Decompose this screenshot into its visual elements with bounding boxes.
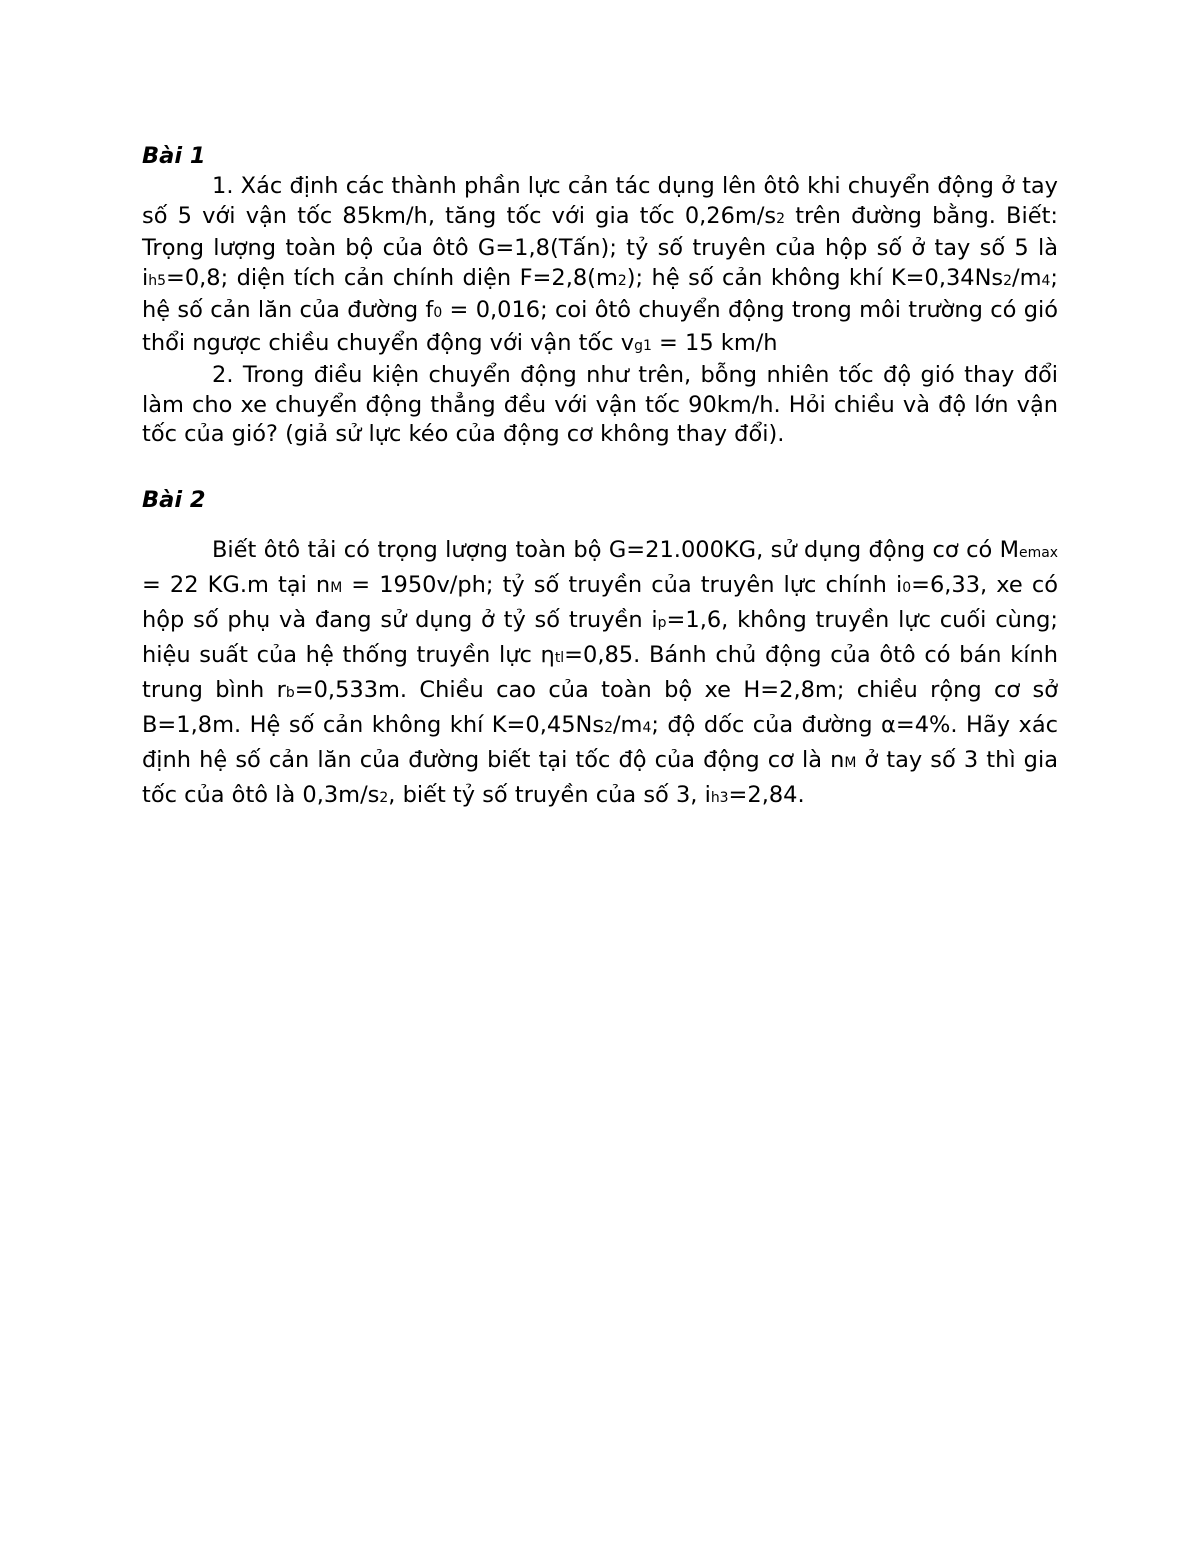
subscript: 0 <box>433 305 443 321</box>
problem-1 <box>142 140 1058 450</box>
problem-1-part-2: 2. Trong điều kiện chuyển động như trên, bỗng nhiên tốc độ gió thay đổi làm cho xe chuyển động thẳng đều với vận tốc 90km/h. Hỏi chiều và độ lớn vận tốc của gió? (giả sử lực kéo của động cơ không thay đổi). <box>142 362 1058 447</box>
text-run: =2,84. <box>728 781 805 808</box>
text-run: ; hệ số cản lăn của đường f <box>142 264 1058 323</box>
subscript: h5 <box>148 272 166 289</box>
text-run: =6,33, xe có hộp số phụ và đang sử dụng ở tỷ số truyền i <box>142 571 1058 633</box>
subscript: p <box>657 614 667 631</box>
text-run: /m <box>612 711 643 738</box>
subscript: 4 <box>1041 272 1051 289</box>
spacer <box>142 450 1058 484</box>
text-run: =1,6, không truyền lực cuối cùng; hiệu suất của hệ thống truyền lực η <box>142 606 1058 668</box>
text-run: =0,533m. Chiều cao của toàn bộ xe H=2,8m; chiều rộng cơ sở B=1,8m. Hệ số cản không khí K=0,45Ns <box>142 676 1058 738</box>
subscript: h3 <box>710 789 729 806</box>
subscript: M <box>844 754 857 771</box>
text-run: 1. Xác định các thành phần lực cản tác dụng lên ôtô khi chuyển động ở tay số 5 với vận tốc 85km/h, tăng tốc với gia tốc 0,26m/s <box>142 173 1058 229</box>
subscript: 2 <box>617 272 627 289</box>
subscript: M <box>330 579 343 596</box>
problem-2-body <box>142 534 1058 814</box>
subscript: 4 <box>642 719 652 736</box>
text-run: , biết tỷ số truyền của số 3, i <box>388 781 711 808</box>
subscript: 2 <box>379 789 389 806</box>
subscript: tl <box>554 649 565 666</box>
subscript: 2 <box>604 719 613 736</box>
problem-1-heading: Bài 1 <box>142 143 206 169</box>
subscript: g1 <box>634 337 652 354</box>
text-run: = 22 KG.m tại n <box>142 571 331 598</box>
text-run: /m <box>1012 264 1042 291</box>
text-run: Biết ôtô tải có trọng lượng toàn bộ G=21.000KG, sử dụng động cơ có M <box>212 536 1020 563</box>
document-content <box>142 140 1058 814</box>
problem-2 <box>142 484 1058 814</box>
subscript: 2 <box>776 210 786 227</box>
subscript: 0 <box>902 579 912 596</box>
text-run: trên đường bằng. Biết: Trọng lượng toàn bộ của ôtô G=1,8(Tấn); tỷ số truyên của hộp số ở tay số 5 là i <box>142 202 1058 291</box>
spacer <box>142 516 1058 534</box>
text-run: =0,8; diện tích cản chính diện F=2,8(m <box>165 264 618 291</box>
text-run: = 1950v/ph; tỷ số truyền của truyên lực chính i <box>342 571 903 598</box>
text-run: = 15 km/h <box>651 329 778 356</box>
text-run: ; độ dốc của đường α=4%. Hãy xác định hệ số cản lăn của đường biết tại tốc độ của động cơ là n <box>142 711 1058 773</box>
problem-1-part-1 <box>142 172 1058 361</box>
problem-2-heading: Bài 2 <box>142 486 206 513</box>
subscript: b <box>285 684 295 701</box>
text-run: ở tay số 3 thì gia tốc của ôtô là 0,3m/s <box>142 746 1058 808</box>
text-run: = 0,016; coi ôtô chuyển động trong môi trường có gió thổi ngược chiều chuyển động với vận tốc v <box>142 297 1059 356</box>
subscript: 2 <box>1003 272 1013 289</box>
text-run: =0,85. Bánh chủ động của ôtô có bán kính trung bình r <box>142 641 1059 703</box>
text-run: ); hệ số cản không khí K=0,34Ns <box>626 264 1004 291</box>
subscript: emax <box>1019 544 1058 561</box>
